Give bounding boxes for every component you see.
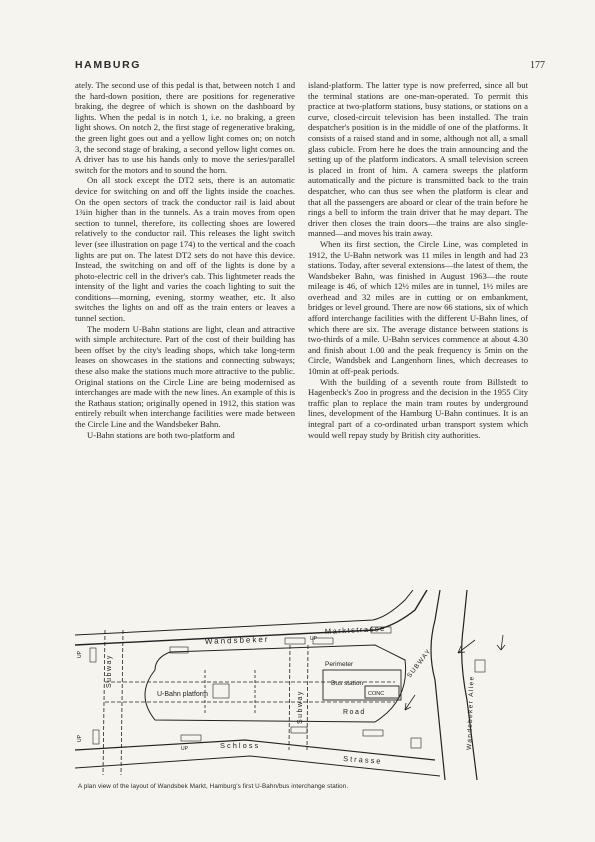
- street-label-right: Wandsbeker Allee: [466, 675, 476, 751]
- page-number: 177: [530, 60, 545, 71]
- station-plan-drawing: [75, 590, 545, 780]
- road-label: Road: [343, 709, 366, 716]
- paragraph: When its first section, the Circle Line, was completed in 1912, the U-Bahn network was 11 miles in length and had 23 stations. Today, after several extensions—the latest of them, the Wandsbeker Bahn, was finished in August 1963—the route mileage is 46, of which 12½ miles are in tunnel, 1½ miles are overhead and 32 miles are in cutting or on embankment, bridges or level ground. There are now 66 stations, six of which afford interchange facilities with the different U-Bahn lines, of which there are six. The average distance between stations is two-thirds of a mile. U-Bahn services commence at about 4.30 and finish about 1.00 and the peak frequency is 5min on the Circle, Wandsbek and Langenhorn lines, which decreases to 10min at off-peak periods.: [308, 238, 528, 377]
- street-label-bottom-left: Schloss: [220, 741, 261, 750]
- street-label-top-right: Marktstrasse: [324, 623, 386, 636]
- street-label-bottom-right: Strasse: [342, 754, 383, 766]
- perimeter-label: Perimeter: [325, 661, 354, 668]
- platform-label: U-Bahn platform: [157, 691, 208, 698]
- bus-station-label: Bus station: [331, 680, 364, 687]
- paragraph: island-platform. The latter type is now preferred, since all but the terminal stations are one-man-operated. To permit this practice at two-platform stations, busy stations, or stations on a curve, closed-circuit television has been installed. The train despatcher's position is in the middle of one of the platforms. It consists of a raised stand and in some, although not all, a small glass cubicle. From here he does the train announcing and the setting up of the platform indicators. A small television screen is placed in front of him. A camera sweeps the platform automatically and the picture is transmitted back to the train despatcher, who can thus see when the platform is clear and that all the passengers are aboard or clear of the train before he rings a bell to inform the train driver that he may depart. The driver then closes the train doors—the trains are also single-manned—and moves his train away.: [308, 80, 528, 239]
- station-plan-figure: [75, 590, 545, 780]
- subway-label-mid: Subway: [297, 690, 304, 724]
- running-head: HAMBURG: [75, 59, 142, 71]
- street-kerb-right: [431, 590, 445, 780]
- subway-line: [289, 645, 290, 750]
- page-header: [75, 59, 545, 75]
- up-mark: UP: [181, 746, 188, 752]
- up-mark: UP: [310, 636, 317, 642]
- figure-caption: A plan view of the layout of Wandsbek Markt, Hamburg's first U-Bahn/bus interchange station.: [78, 783, 349, 790]
- paragraph: On all stock except the DT2 sets, there is an automatic device for switching on and off the lights inside the coaches. On the open sectors of track the conductor rail is laid about 1¾in higher than in the tunnels. As a train moves from open section to tunnel, therefore, its collecting shoes are lowered relatively to the conductor rail. This releases the light switch lever (see illustration on page 174) to the vertical and the coach lights are put on. The latest DT2 sets do not have this device. Instead, the switching on and off of the lights is done by a photo-electric cell in the driver's cab. This lightmeter reads the intensity of the light and varies the coach lighting to suit the conditions—morning, evening, stormy weather, etc. It also switches the lights on and off as the train enters or leaves a tunnel section.: [75, 175, 295, 324]
- up-mark: UP: [77, 651, 83, 658]
- loop-road: [145, 645, 406, 722]
- up-mark: UP: [77, 735, 83, 742]
- paragraph: The modern U-Bahn stations are light, clean and attractive with simple architecture. Part of the cost of their building has been offset by the city's leading shops, which take long-term leases on showcases in the stations and connecting subways; these also make the stations much more attractive to the public. Original stations on the Circle Line are being modernised as interchanges are made with the new lines. An example of this is the Rathaus station; originally opened in 1912, this station was entirely rebuilt when interchange facilities were made between the Circle Line and the Wandsbeker Bahn.: [75, 323, 295, 429]
- paragraph: U-Bahn stations are both two-platform and: [87, 429, 235, 440]
- subway-label-right: SUBWAY: [406, 647, 433, 680]
- traffic-arrows: [405, 635, 505, 710]
- right-column: [308, 80, 528, 440]
- paragraph: ately. The second use of this pedal is that, between notch 1 and the hard-down position, there are positions for regenerative braking, the degree of which is shown on the dashboard by lights. When the pedal is in notch 1, i.e. no braking, a green light shows. On notch 2, the first stage of regenerative braking, the green light goes out and a yellow light comes on; on notch 3, the second stage of braking, a second yellow light comes on. A driver has to use his hands only to move the series/parallel switch for the motors and to sound the horn.: [75, 80, 295, 175]
- subway-line: [121, 630, 123, 775]
- street-label-top-left: Wandsbeker: [204, 634, 270, 646]
- subway-line: [103, 630, 105, 775]
- subway-label-left: Subway: [106, 654, 113, 688]
- street-kerb-bottom-outer: [75, 756, 440, 776]
- conc-label: CONC: [368, 691, 385, 697]
- subway-line: [307, 645, 308, 750]
- paragraph: With the building of a seventh route from Billstedt to Hagenbeck's Zoo in progress and the decision in the 1955 City traffic plan to replace the main tram routes by underground lines, development of the Hamburg U-Bahn continues. It is an integral part of a co-ordinated urban transport system which would well repay study by British city authorities.: [308, 376, 528, 440]
- left-column: [75, 80, 295, 440]
